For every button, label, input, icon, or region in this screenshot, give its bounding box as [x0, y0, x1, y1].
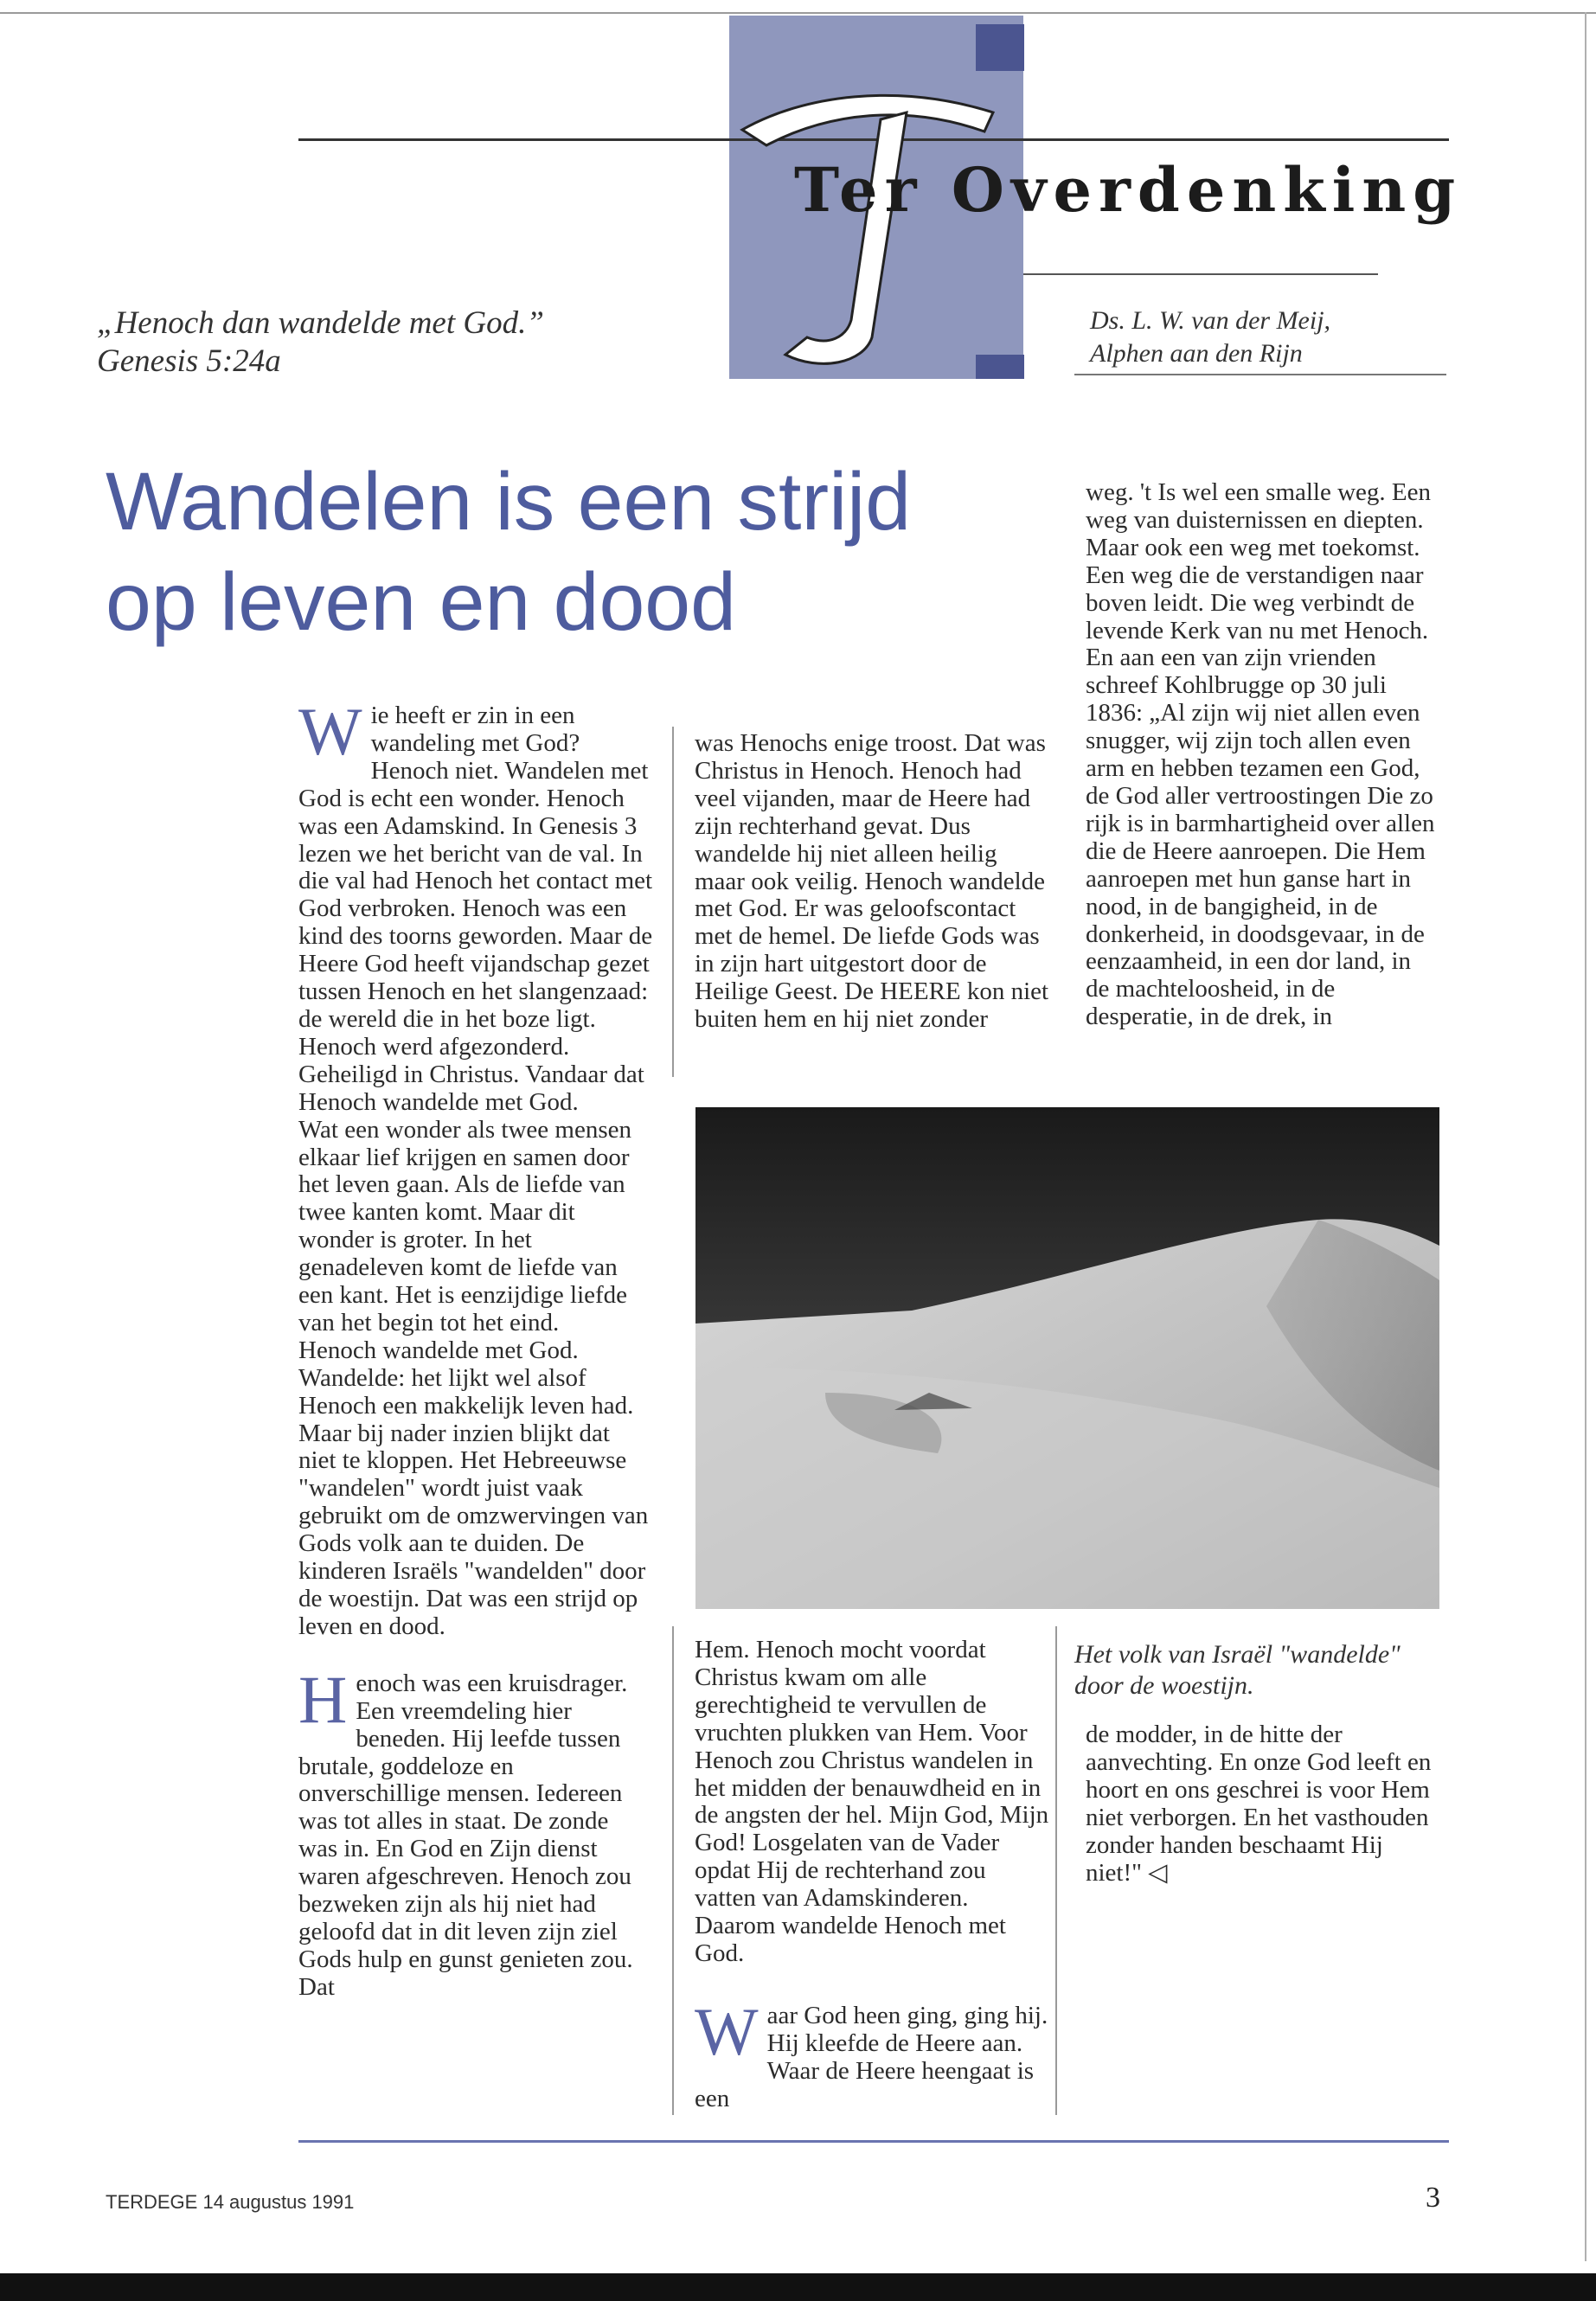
paragraph: Wie heeft er zin in een wandeling met God? Henoch niet. Wandelen met God is echt een wonder. Henoch was een Adamskind. In Genesis 3 lezen we het bericht van de val. In die val had Henoch het contact met God verbroken. Henoch was een kind des toorns geworden. Maar de Heere God heeft vijandschap gezet tussen Henoch en het slangenzaad: de wereld die in het boze ligt. Henoch werd afgezonderd. Geheiligd in Christus. Vandaar dat Henoch wandelde met God. — [298, 694, 653, 1116]
paragraph: Hem. Henoch mocht voordat Christus kwam om alle gerechtigheid te vervullen de vruchten plukken van Hem. Voor Henoch zou Christus wandelen in het midden der benauwdheid en in de angsten der hel. Mijn God, Mijn God! Losgelaten van de Vader opdat Hij de rechterhand zou vatten van Adamskinderen. Daarom wandelde Henoch met God. — [695, 1636, 1049, 1967]
section-title: Ter Overdenking — [794, 154, 1463, 226]
headline-line-1: Wandelen is een strijd — [106, 456, 912, 548]
page-top-border — [0, 12, 1596, 14]
headline-line-2: op leven en dood — [106, 556, 736, 648]
author-place: Alphen aan den Rijn — [1090, 339, 1303, 368]
logo-accent-square — [976, 24, 1024, 71]
article-column-2-top: was Henochs enige troost. Dat was Christus in Henoch. Henoch had veel vijanden, maar de Heere had zijn rechterhand gevat. Dus wandelde hij niet alleen heilig maar ook veilig. Henoch wandelde met God. Er was geloofscontact met de hemel. De liefde Gods was in zijn hart uitgestort door de Heilige Geest. De HEERE kon niet buiten hem en hij niet zonder — [695, 729, 1049, 1034]
paragraph: Waar God heen ging, ging hij. Hij kleefde de Heere aan. Waar de Heere heengaat is een — [695, 1993, 1048, 2112]
author-rule — [1074, 374, 1446, 375]
drop-cap: W — [695, 1993, 759, 2069]
article-headline — [106, 452, 936, 652]
paragraph: Henoch wandelde met God. Wandelde: het lijkt wel alsof Henoch een makkelijk leven had. Maar bij nader inzien blijkt dat niet te kloppen. Het Hebreeuwse "wandelen" wordt juist vaak gebruikt om de omzwervingen van Gods volk aan te duiden. De kinderen Israëls "wandelden" door de woestijn. Dat was een strijd op leven en dood. — [298, 1336, 649, 1640]
scripture-verse — [97, 304, 544, 381]
verse-quote: „Henoch dan wandelde met God.” — [97, 305, 544, 341]
drop-cap: H — [298, 1661, 348, 1737]
paragraph: Wat een wonder als twee mensen elkaar lief krijgen en samen door het leven gaan. Als de liefde van twee kanten komt. Maar dit wonder is groter. In het genadeleven komt de liefde van een kant. Het is eenzijdige liefde van het begin tot het eind. — [298, 1115, 631, 1336]
column-divider — [672, 727, 674, 1077]
author-name: Ds. L. W. van der Meij, — [1090, 306, 1331, 335]
article-column-3-bottom: de modder, in de hitte der aanvechting. En onze God leeft en hoort en ons geschrei is voor Hem niet verborgen. En het vasthouden zonder handen beschaamt Hij niet!" ◁ — [1086, 1721, 1432, 1887]
photo-caption: Het volk van Israël "wandelde" door de woestijn. — [1074, 1640, 1401, 1700]
verse-reference: Genesis 5:24a — [97, 343, 281, 379]
column-divider — [1055, 1626, 1057, 2115]
page-right-border — [1585, 12, 1586, 2261]
scan-bottom-band — [0, 2273, 1596, 2301]
article-column-1 — [298, 694, 653, 2002]
column-divider — [672, 1626, 674, 2115]
header-rule-secondary — [1023, 273, 1378, 275]
footer-rule — [298, 2140, 1449, 2143]
paragraph: Henoch was een kruisdrager. Een vreemdeling hier beneden. Hij leefde tussen brutale, goddeloze en onverschillige mensen. Iedereen was tot alles in staat. De zonde was in. En God en Zijn dienst waren afgeschreven. Henoch zou bezweken zijn als hij niet had geloofd dat in dit leven zijn ziel Gods hulp en gunst genieten zou. Dat — [298, 1661, 633, 2001]
desert-dune-photo — [695, 1107, 1439, 1609]
page-number: 3 — [1426, 2182, 1440, 2214]
author-byline — [1090, 304, 1330, 370]
drop-cap: W — [298, 694, 362, 769]
article-column-2-bottom — [695, 1637, 1049, 2113]
article-column-3-top: weg. 't Is wel een smalle weg. Een weg van duisternissen en diepten. Maar ook een weg met toekomst. Een weg die de verstandigen naar boven leidt. Die weg verbindt de levende Kerk van nu met Henoch. En aan een van zijn vrienden schreef Kohlbrugge op 30 juli 1836: „Al zijn wij niet allen even snugger, wij zijn toch allen even arm en hebben tezamen een God, de God aller vertroostingen Die zo rijk is in barmhartigheid over allen die de Heere aanroepen. Die Hem aanroepen met hun ganse hart in nood, in de bangigheid, in de donkerheid, in doodsgevaar, in de eenzaamheid, in een dor land, in de machteloosheid, in de desperatie, in de drek, in — [1086, 478, 1435, 1031]
publication-info: TERDEGE 14 augustus 1991 — [106, 2191, 355, 2213]
